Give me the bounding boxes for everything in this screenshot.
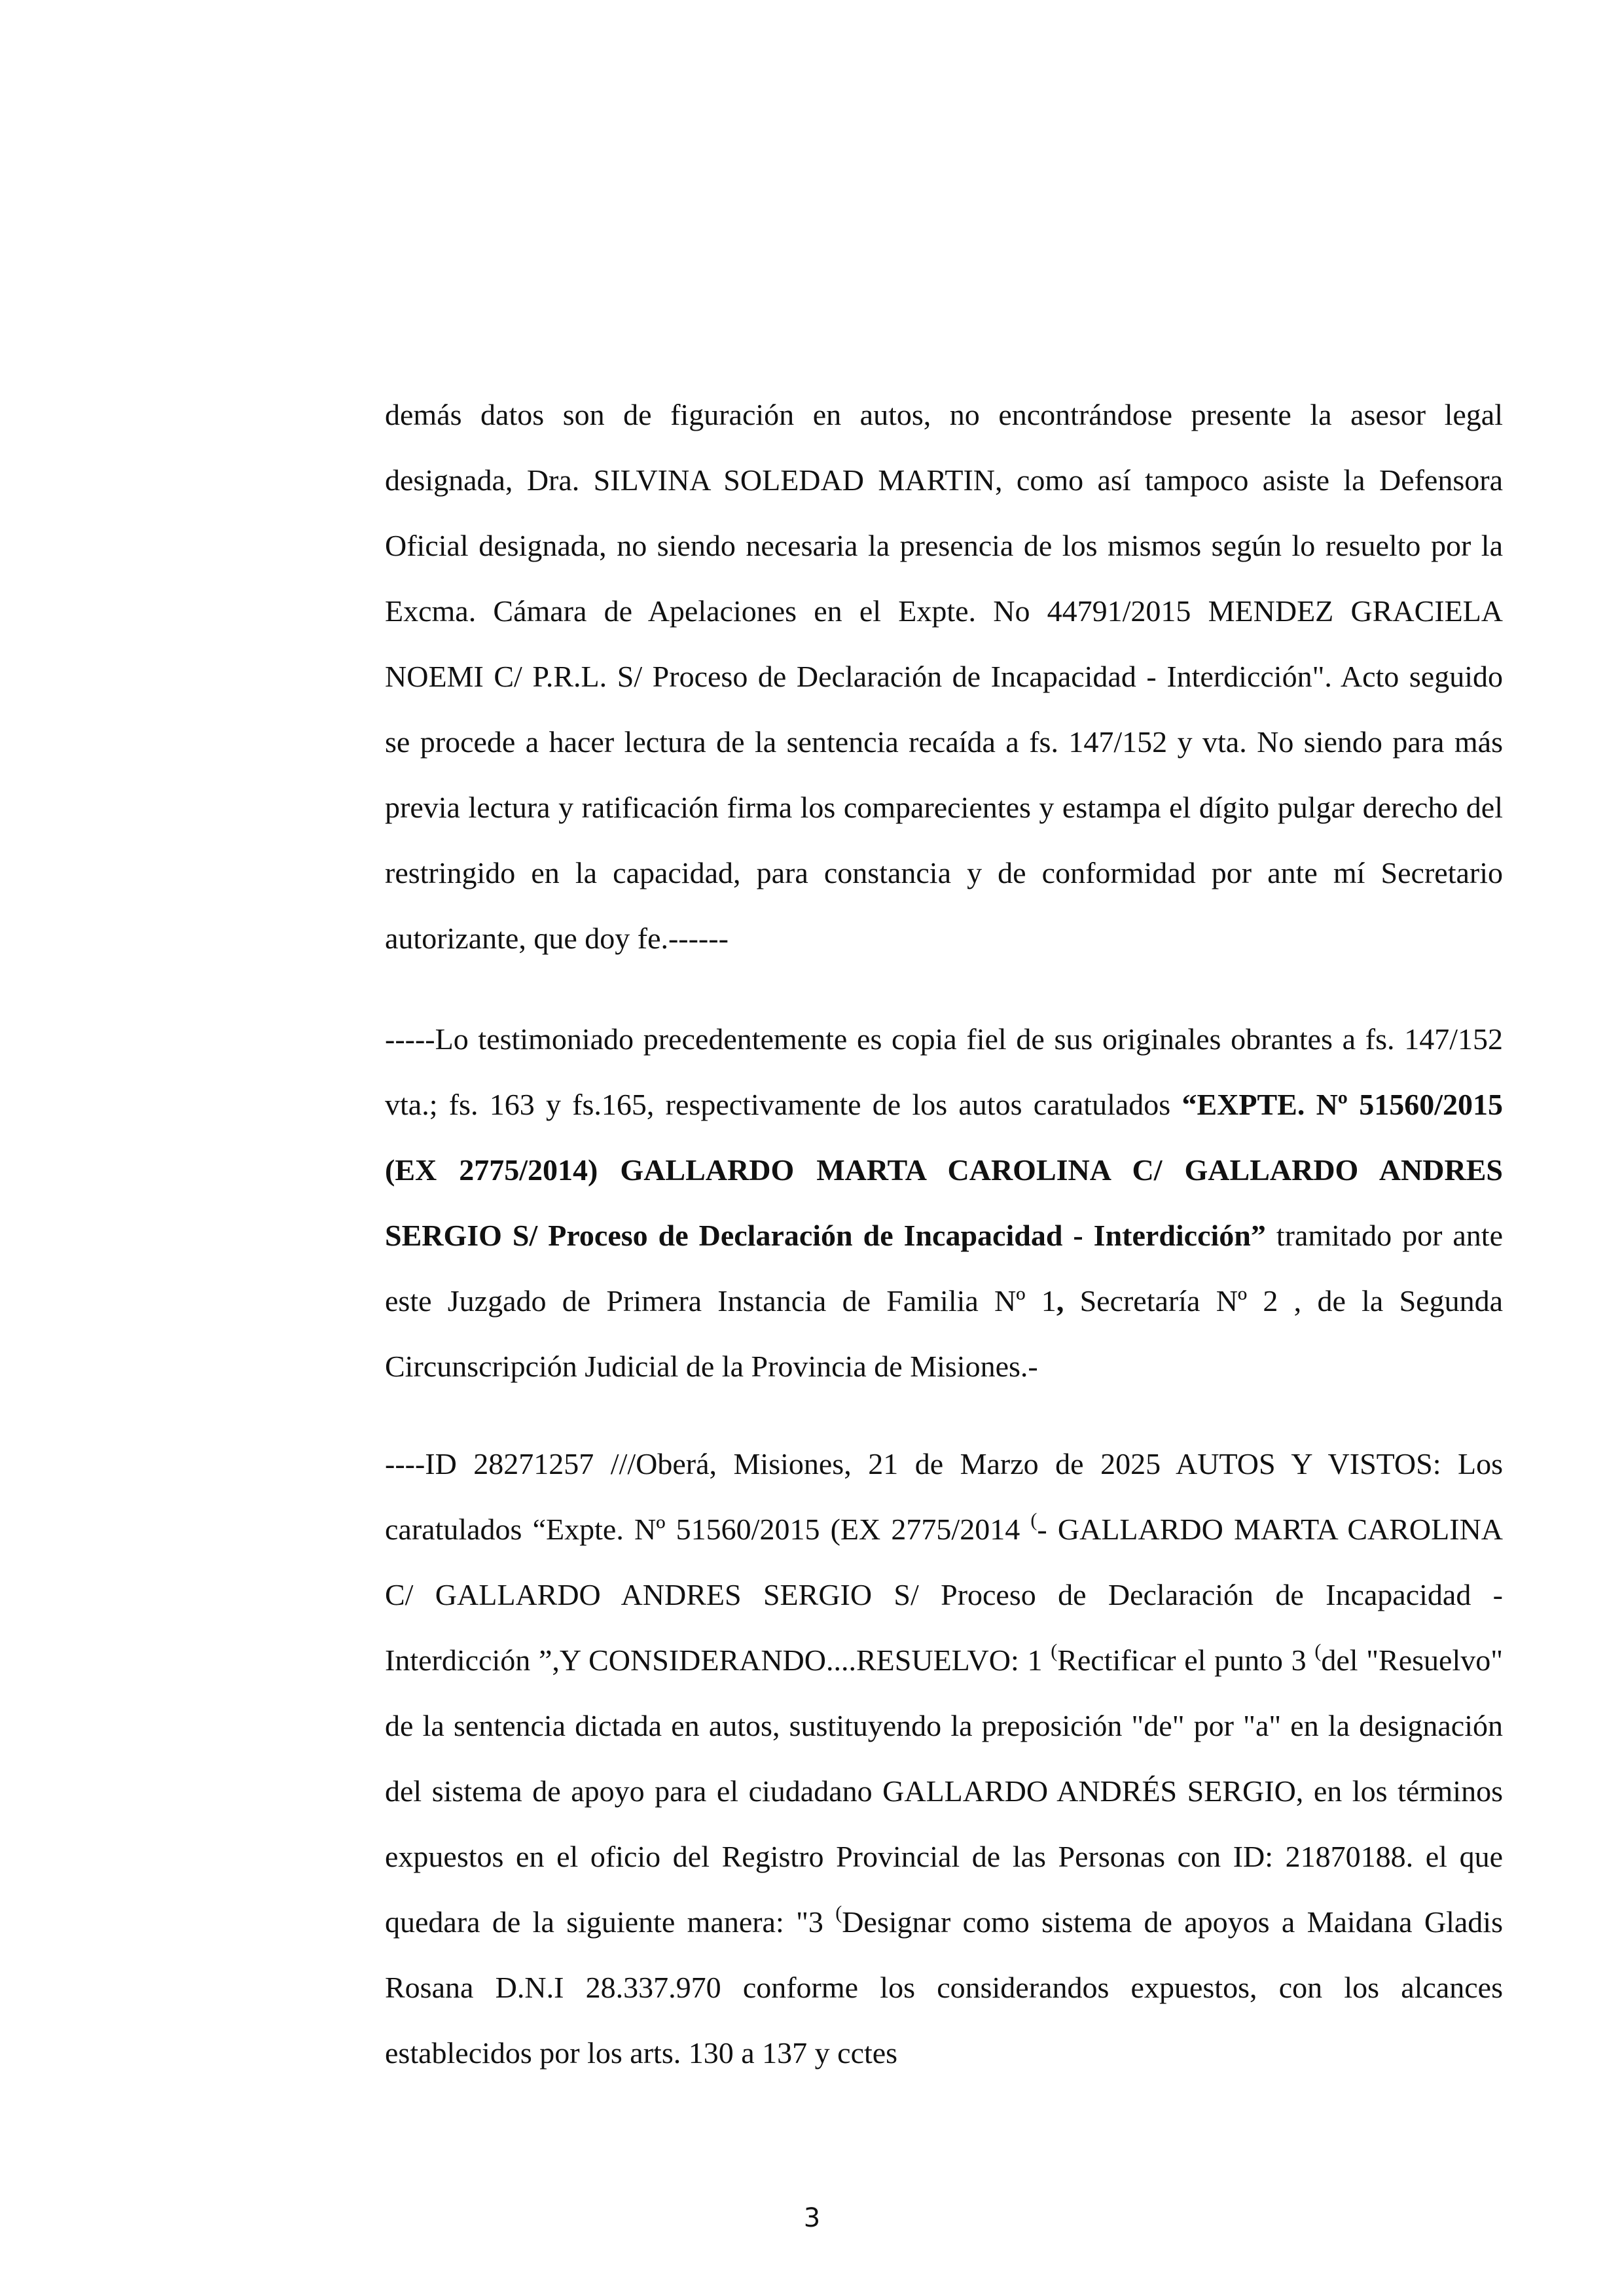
superscript-mark: ( bbox=[1314, 1640, 1322, 1662]
court-name: tramitado por ante este Juzgado de Primera Instancia de Familia Nº 1 bbox=[385, 1219, 1503, 1318]
paragraph-resolution bbox=[385, 1431, 1503, 2086]
superscript-mark: ( bbox=[1030, 1509, 1038, 1531]
certification-ending: Secretaría Nº 2 , de la Segunda Circunscripción Judicial de la Provincia de Misiones.- bbox=[385, 1284, 1503, 1383]
paragraph-text bbox=[385, 1431, 1503, 2086]
resolution-part-5: Designar como sistema de apoyos a Maidana Gladis Rosana D.N.I 28.337.970 conforme los considerandos expuestos, con los alcances establecidos por los arts. 130 a 137 y cctes bbox=[385, 1905, 1503, 2070]
resolution-part-3: Rectificar el punto 3 bbox=[1057, 1643, 1315, 1677]
superscript-mark: ( bbox=[1051, 1640, 1058, 1662]
paragraph-hearing-record bbox=[385, 382, 1503, 971]
certification-intro: -----Lo testimoniado precedentemente es copia fiel de sus originales obrantes a fs. 147/152 vta.; fs. 163 y fs.165, respectivamente de los autos caratulados bbox=[385, 1022, 1503, 1121]
resolution-part-1: ----ID 28271257 ///Oberá, Misiones, 21 de Marzo de 2025 AUTOS Y VISTOS: Los caratulados “Expte. Nº 51560/2015 (EX 2775/2014 bbox=[385, 1447, 1503, 1546]
paragraph-certification bbox=[385, 1007, 1503, 1399]
case-title: “EXPTE. Nº 51560/2015 (EX 2775/2014) GALLARDO MARTA CAROLINA C/ GALLARDO ANDRES SERGIO S/ Proceso de Declaración de Incapacidad - Interdicción” bbox=[385, 1088, 1504, 1252]
resolution-part-4: del "Resuelvo" de la sentencia dictada en autos, sustituyendo la preposición "de" por "a" en la designación del sistema de apoyo para el ciudadano GALLARDO ANDRÉS SERGIO, en los términos expuestos en el oficio del Registro Provincial de las Personas con ID: 21870188. el que quedara de la siguiente manera: "3 bbox=[385, 1643, 1504, 1939]
paragraph-text: demás datos son de figuración en autos, no encontrándose presente la asesor legal designada, Dra. SILVINA SOLEDAD MARTIN, como así tampoco asiste la Defensora Oficial designada, no siendo necesaria la presencia de los mismos según lo resuelto por la Excma. Cámara de Apelaciones en el Expte. No 44791/2015 MENDEZ GRACIELA NOEMI C/ P.R.L. S/ Proceso de Declaración de Incapacidad - Interdicción". Acto seguido se procede a hacer lectura de la sentencia recaída a fs. 147/152 y vta. No siendo para más previa lectura y ratificación firma los comparecientes y estampa el dígito pulgar derecho del restringido en la capacidad, para constancia y de conformidad por ante mí Secretario autorizante, que doy fe.------ bbox=[385, 398, 1503, 955]
bold-comma: , bbox=[1056, 1284, 1064, 1318]
superscript-mark: ( bbox=[835, 1902, 842, 1924]
resolution-part-2: - GALLARDO MARTA CAROLINA C/ GALLARDO ANDRES SERGIO S/ Proceso de Declaración de Incapacidad - Interdicción ”,Y CONSIDERANDO....RESUELVO: 1 bbox=[385, 1513, 1504, 1677]
paragraph-text bbox=[385, 1007, 1503, 1399]
page-number: 3 bbox=[803, 2203, 821, 2233]
